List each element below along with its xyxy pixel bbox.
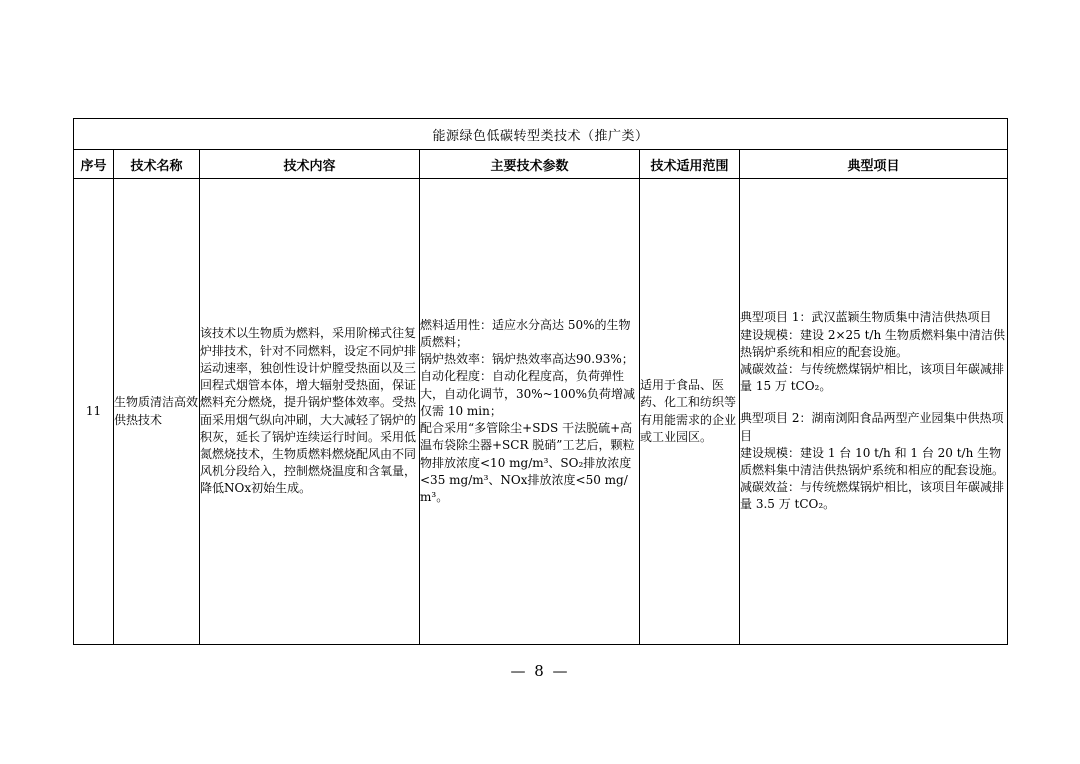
- page-number: — 8 —: [510, 662, 570, 680]
- row-typical-projects: [740, 179, 1008, 645]
- table-row: [74, 179, 1008, 645]
- technology-table: [73, 118, 1008, 645]
- parameter-emissions: 配合采用“多管除尘+SDS 干法脱硫+高温布袋除尘器+SCR 脱硝”工艺后，颗粒物排放浓度<10 mg/m³、SO₂排放浓度<35 mg/m³、NOx排放浓度<50 mg/m³。: [420, 421, 635, 504]
- project-1-benefit: 减碳效益：与传统燃煤锅炉相比，该项目年碳减排量 15 万 tCO₂。: [740, 361, 1005, 394]
- header-typical-projects: 典型项目: [740, 150, 1008, 179]
- parameter-fuel: 燃料适用性：适应水分高达 50%的生物质燃料；: [420, 317, 631, 350]
- row-tech-name: 生物质清洁高效供热技术: [114, 179, 200, 645]
- header-number: 序号: [74, 150, 114, 179]
- table-caption: 能源绿色低碳转型类技术（推广类）: [74, 119, 1008, 150]
- header-main-parameters: 主要技术参数: [420, 150, 640, 179]
- row-number: 11: [74, 179, 114, 645]
- project-2-benefit: 减碳效益：与传统燃煤锅炉相比，该项目年碳减排量 3.5 万 tCO₂。: [740, 480, 1005, 512]
- project-1-scale: 建设规模：建设 2×25 t/h 生物质燃料集中清洁供热锅炉系统和相应的配套设施。: [740, 327, 1005, 359]
- header-tech-name: 技术名称: [114, 150, 200, 179]
- row-scope: 适用于食品、医药、化工和纺织等有用能需求的企业或工业园区。: [640, 179, 740, 645]
- project-2-scale: 建设规模：建设 1 台 10 t/h 和 1 台 20 t/h 生物质燃料集中清洁供热锅炉系统和相应的配套设施。: [740, 445, 1005, 477]
- header-scope: 技术适用范围: [640, 150, 740, 179]
- parameter-efficiency: 锅炉热效率：锅炉热效率高达90.93%；: [420, 352, 634, 367]
- header-tech-content: 技术内容: [200, 150, 420, 179]
- project-1-title: 典型项目 1：武汉蓝颖生物质集中清洁供热项目: [740, 310, 992, 325]
- header-row: [74, 150, 1008, 179]
- row-parameters: [420, 179, 640, 645]
- project-2-title: 典型项目 2：湖南浏阳食品两型产业园集中供热项目: [740, 411, 1004, 443]
- parameter-automation: 自动化程度：自动化程度高，负荷弹性大，自动化调节，30%~100%负荷增减仅需 10 min；: [420, 369, 636, 418]
- row-tech-content: 该技术以生物质为燃料，采用阶梯式往复炉排技术，针对不同燃料，设定不同炉排运动速率，独创性设计炉膛受热面以及三回程式烟管本体，增大辐射受热面，保证燃料充分燃烧，提升锅炉整体效率。受热面采用烟气纵向冲刷，大大减轻了锅炉的积灰，延长了锅炉连续运行时间。采用低氮燃烧技术，生物质燃料燃烧配风由不同风机分段给入，控制燃烧温度和含氧量，降低NOx初始生成。: [200, 179, 420, 645]
